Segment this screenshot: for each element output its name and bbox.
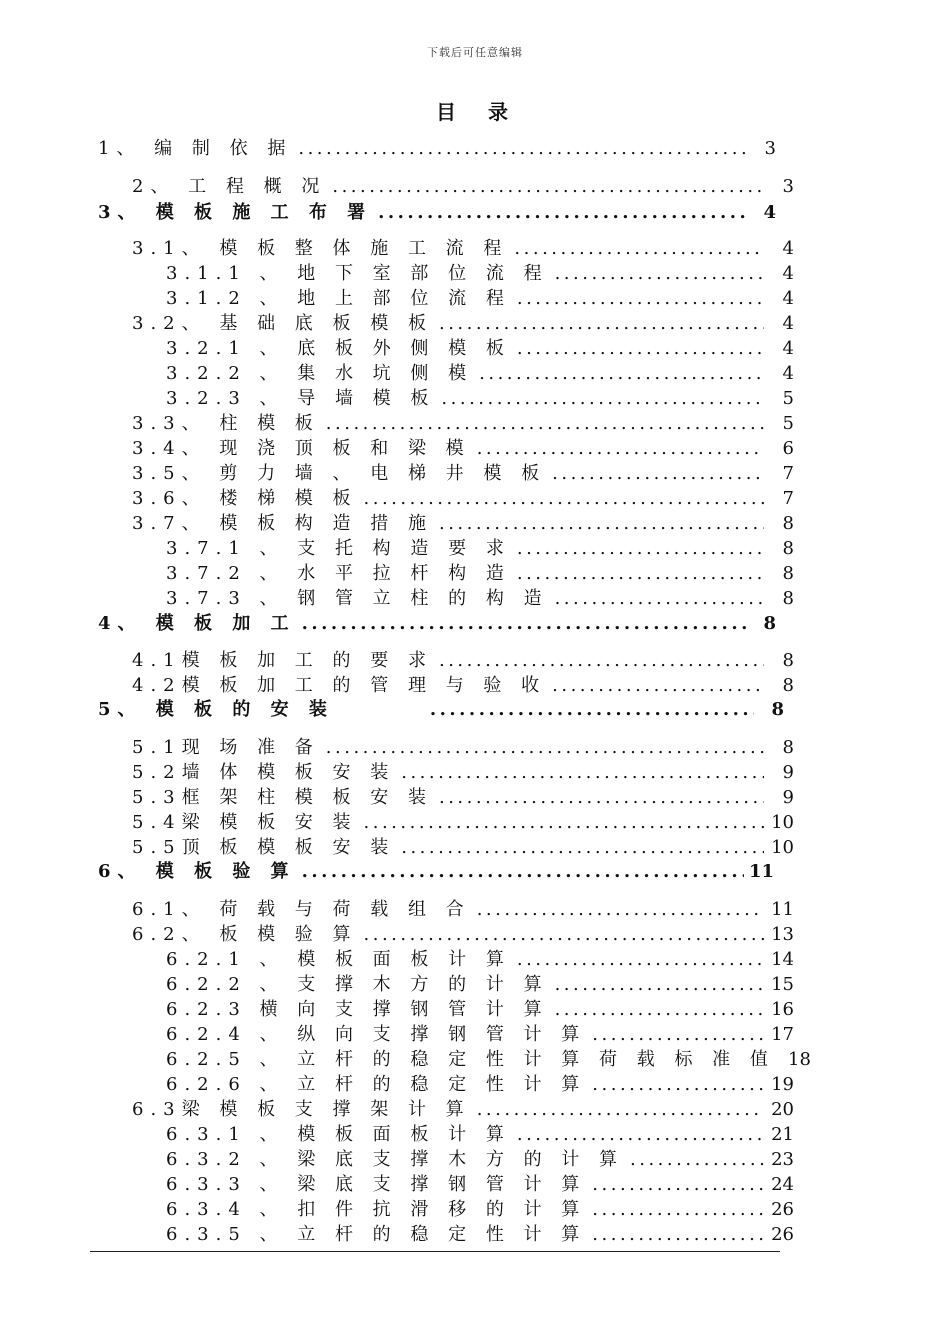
- toc-entry[interactable]: [132, 434, 794, 460]
- toc-entry-page: 19: [771, 1074, 794, 1095]
- toc-leader-dots: [592, 1199, 764, 1220]
- toc-leader-dots: [477, 438, 764, 459]
- toc-entry[interactable]: [132, 484, 794, 510]
- toc-entry[interactable]: [166, 284, 794, 310]
- toc-entry-page: 23: [771, 1149, 794, 1170]
- toc-entry-page: 5: [782, 413, 794, 434]
- toc-leader-dots: [326, 737, 764, 758]
- toc-entry[interactable]: [98, 609, 776, 635]
- toc-entry-page: 11: [748, 861, 774, 882]
- toc-leader-dots: [517, 288, 764, 309]
- toc-entry-label: 5.5顶 板 模 板 安 装: [132, 837, 396, 858]
- toc-entry-label: 3.1、 模 板 整 体 施 工 流 程: [132, 238, 509, 259]
- toc-entry-label: 6.2.1 、 模 板 面 板 计 算: [166, 949, 511, 970]
- toc-entry-page: 8: [782, 588, 794, 609]
- toc-entry[interactable]: [132, 808, 794, 834]
- toc-entry[interactable]: [132, 758, 794, 784]
- toc-leader-dots: [555, 588, 764, 609]
- toc-entry-label: 6.3梁 模 板 支 撑 架 计 算: [132, 1099, 471, 1120]
- toc-entry-label: 3、 模 板 施 工 布 署: [98, 202, 373, 223]
- toc-entry-label: 6.2.6 、 立 杆 的 稳 定 性 计 算: [166, 1074, 587, 1095]
- toc-entry-page: 7: [782, 488, 794, 509]
- toc-entry-label: 3.3、 柱 模 板: [132, 413, 320, 434]
- toc-entry-label: 3.2.3 、 导 墙 模 板: [166, 388, 436, 409]
- toc-entry[interactable]: [166, 259, 794, 285]
- toc-entry-label: 6.2、 板 模 验 算: [132, 924, 358, 945]
- toc-entry-label: 3.7.3 、 钢 管 立 柱 的 构 造: [166, 588, 549, 609]
- toc-entry-label: 3.6、 楼 梯 模 板: [132, 488, 358, 509]
- toc-leader-dots: [514, 238, 764, 259]
- toc-entry[interactable]: [166, 334, 794, 360]
- toc-leader-dots: [555, 974, 764, 995]
- toc-entry[interactable]: [132, 646, 794, 672]
- toc-entry-page: 3: [782, 176, 794, 197]
- toc-leader-dots: [477, 899, 764, 920]
- toc-entry-label: 5.1现 场 准 备: [132, 737, 320, 758]
- toc-entry-page: 20: [771, 1099, 794, 1120]
- toc-entry-page: 4: [782, 338, 794, 359]
- toc-leader-dots: [517, 949, 764, 970]
- toc-entry[interactable]: [166, 995, 794, 1021]
- toc-leader-dots: [552, 675, 764, 696]
- toc-entry-page: 8: [782, 563, 794, 584]
- toc-entry-page: 26: [771, 1199, 794, 1220]
- toc-entry-page: 14: [771, 949, 794, 970]
- toc-entry[interactable]: [132, 1095, 794, 1121]
- toc-entry[interactable]: [166, 534, 794, 560]
- page-header: 下载后可任意编辑: [427, 46, 523, 59]
- toc-entry-label: 3.2.1 、 底 板 外 侧 模 板: [166, 338, 511, 359]
- toc-entry[interactable]: [132, 920, 794, 946]
- toc-entry[interactable]: [166, 1145, 794, 1171]
- toc-entry-label: 3.1.2 、 地 上 部 位 流 程: [166, 288, 511, 309]
- toc-entry-page: 8: [782, 538, 794, 559]
- toc-leader-dots: [592, 1074, 764, 1095]
- toc-entry[interactable]: [166, 359, 794, 385]
- toc-leader-dots: [364, 488, 764, 509]
- toc-leader-dots: [517, 538, 764, 559]
- toc-leader-dots: [630, 1149, 764, 1170]
- toc-entry-page: 4: [782, 363, 794, 384]
- toc-entry-label: 3.2.2 、 集 水 坑 侧 模: [166, 363, 474, 384]
- toc-entry-page: 3: [764, 138, 776, 159]
- toc-entry-label: 5.3框 架 柱 模 板 安 装: [132, 787, 433, 808]
- toc-entry-page: 15: [771, 974, 794, 995]
- toc-entry[interactable]: [166, 1045, 811, 1071]
- toc-entry-page: 8: [771, 699, 784, 720]
- toc-entry-page: 6: [782, 438, 794, 459]
- toc-entry-page: 16: [771, 999, 794, 1020]
- toc-entry-label: 6.3.1 、 模 板 面 板 计 算: [166, 1124, 511, 1145]
- toc-leader-dots: [439, 650, 764, 671]
- toc-entry-page: 24: [771, 1174, 794, 1195]
- toc-entry-page: 11: [771, 899, 794, 920]
- toc-leader-dots: [592, 1024, 764, 1045]
- toc-entry-page: 9: [782, 787, 794, 808]
- toc-leader-dots: [326, 413, 764, 434]
- toc-entry[interactable]: [166, 1070, 794, 1096]
- toc-entry-label: 6.3.3 、 梁 底 支 撑 钢 管 计 算: [166, 1174, 587, 1195]
- toc-entry[interactable]: [132, 671, 794, 697]
- toc-leader-dots: [439, 787, 764, 808]
- toc-entry-label: 6.3.5 、 立 杆 的 稳 定 性 计 算: [166, 1224, 587, 1245]
- toc-entry-label: 3.2、 基 础 底 板 模 板: [132, 313, 433, 334]
- toc-entry-label: 6、 模 板 验 算: [98, 861, 296, 882]
- toc-entry-label: 1、 编 制 依 据: [98, 138, 293, 159]
- toc-entry-label: 5、 模 板 的 安 装: [98, 699, 334, 720]
- toc-entry-page: 21: [771, 1124, 794, 1145]
- toc-leader-dots: [364, 924, 764, 945]
- toc-entry[interactable]: [132, 309, 794, 335]
- toc-leader-dots: [430, 699, 754, 720]
- toc-entry-page: 9: [782, 762, 794, 783]
- toc-entry-page: 8: [782, 675, 794, 696]
- toc-entry[interactable]: [166, 1170, 794, 1196]
- toc-title: 目 录: [436, 100, 514, 124]
- toc-entry[interactable]: [132, 833, 794, 859]
- toc-leader-dots: [555, 999, 764, 1020]
- toc-entry-label: 4、 模 板 加 工: [98, 613, 296, 634]
- toc-entry-page: 8: [782, 513, 794, 534]
- toc-leader-dots: [517, 1124, 764, 1145]
- toc-entry-page: 8: [782, 650, 794, 671]
- toc-entry[interactable]: [166, 945, 794, 971]
- toc-entry-page: 5: [782, 388, 794, 409]
- toc-entry-label: 6.3.4 、 扣 件 抗 滑 移 的 计 算: [166, 1199, 587, 1220]
- toc-entry[interactable]: [166, 559, 794, 585]
- toc-entry[interactable]: [166, 1195, 794, 1221]
- toc-leader-dots: [364, 812, 764, 833]
- toc-leader-dots: [439, 513, 764, 534]
- toc-entry-label: 4.2模 板 加 工 的 管 理 与 验 收: [132, 675, 547, 696]
- toc-entry[interactable]: [166, 1020, 794, 1046]
- toc-entry-label: 6.3.2 、 梁 底 支 撑 木 方 的 计 算: [166, 1149, 625, 1170]
- toc-entry-page: 4: [782, 263, 794, 284]
- toc-entry-page: 4: [782, 238, 794, 259]
- toc-entry-page: 10: [771, 837, 794, 858]
- toc-entry[interactable]: [98, 857, 774, 883]
- toc-entry[interactable]: [132, 459, 794, 485]
- toc-entry[interactable]: [166, 1220, 794, 1246]
- toc-entry-label: 2、 工 程 概 况: [132, 176, 327, 197]
- toc-entry-page: 17: [771, 1024, 794, 1045]
- toc-leader-dots: [517, 338, 764, 359]
- toc-entry[interactable]: [166, 384, 794, 410]
- toc-leader-dots: [302, 861, 744, 882]
- toc-entry[interactable]: [98, 134, 776, 160]
- toc-leader-dots: [378, 202, 746, 223]
- toc-entry[interactable]: [98, 695, 784, 721]
- toc-entry[interactable]: [166, 1120, 794, 1146]
- toc-entry-page: 10: [771, 812, 794, 833]
- toc-entry-label: 5.4梁 模 板 安 装: [132, 812, 358, 833]
- toc-entry-page: 18: [788, 1049, 811, 1070]
- toc-leader-dots: [555, 263, 764, 284]
- toc-entry-page: 13: [771, 924, 794, 945]
- toc-leader-dots: [592, 1224, 764, 1245]
- toc-entry[interactable]: [132, 733, 794, 759]
- toc-entry-label: 4.1模 板 加 工 的 要 求: [132, 650, 433, 671]
- toc-entry[interactable]: [166, 584, 794, 610]
- toc-entry-label: 5.2墙 体 模 板 安 装: [132, 762, 396, 783]
- toc-entry[interactable]: [98, 198, 776, 224]
- toc-leader-dots: [477, 1099, 764, 1120]
- toc-entry-page: 4: [782, 313, 794, 334]
- toc-leader-dots: [441, 388, 764, 409]
- toc-entry-page: 4: [782, 288, 794, 309]
- toc-entry[interactable]: [132, 234, 794, 260]
- toc-entry[interactable]: [132, 783, 794, 809]
- toc-leader-dots: [401, 837, 764, 858]
- toc-entry-label: 6.2.5 、 立 杆 的 稳 定 性 计 算 荷 载 标 准 值: [166, 1049, 775, 1070]
- footer-divider: [90, 1251, 780, 1252]
- toc-entry[interactable]: [132, 509, 794, 535]
- toc-entry[interactable]: [132, 895, 794, 921]
- toc-entry-label: 6.2.2 、 支 撑 木 方 的 计 算: [166, 974, 549, 995]
- toc-leader-dots: [439, 313, 764, 334]
- toc-entry[interactable]: [166, 970, 794, 996]
- toc-entry-label: 3.7.1 、 支 托 构 造 要 求: [166, 538, 511, 559]
- toc-leader-dots: [479, 363, 764, 384]
- toc-leader-dots: [517, 563, 764, 584]
- toc-entry-label: 3.1.1 、 地 下 室 部 位 流 程: [166, 263, 549, 284]
- toc-entry[interactable]: [132, 172, 794, 198]
- toc-leader-dots: [302, 613, 746, 634]
- toc-entry-label: 6.2.4 、 纵 向 支 撑 钢 管 计 算: [166, 1024, 587, 1045]
- toc-leader-dots: [401, 762, 764, 783]
- toc-entry-page: 8: [763, 613, 776, 634]
- toc-leader-dots: [332, 176, 764, 197]
- toc-entry-label: 6.1、 荷 载 与 荷 载 组 合: [132, 899, 471, 920]
- toc-leader-dots: [298, 138, 746, 159]
- toc-entry-label: 3.7、 模 板 构 造 措 施: [132, 513, 433, 534]
- toc-entry-page: 8: [782, 737, 794, 758]
- toc-entry-label: 6.2.3 横 向 支 撑 钢 管 计 算: [166, 999, 549, 1020]
- toc-entry-page: 26: [771, 1224, 794, 1245]
- toc-entry[interactable]: [132, 409, 794, 435]
- toc-leader-dots: [592, 1174, 764, 1195]
- toc-entry-label: 3.4、 现 浇 顶 板 和 梁 模: [132, 438, 471, 459]
- toc-entry-label: 3.7.2 、 水 平 拉 杆 构 造: [166, 563, 511, 584]
- toc-leader-dots: [552, 463, 764, 484]
- toc-entry-page: 4: [763, 202, 776, 223]
- toc-entry-label: 3.5、 剪 力 墙 、 电 梯 井 模 板: [132, 463, 547, 484]
- toc-entry-page: 7: [782, 463, 794, 484]
